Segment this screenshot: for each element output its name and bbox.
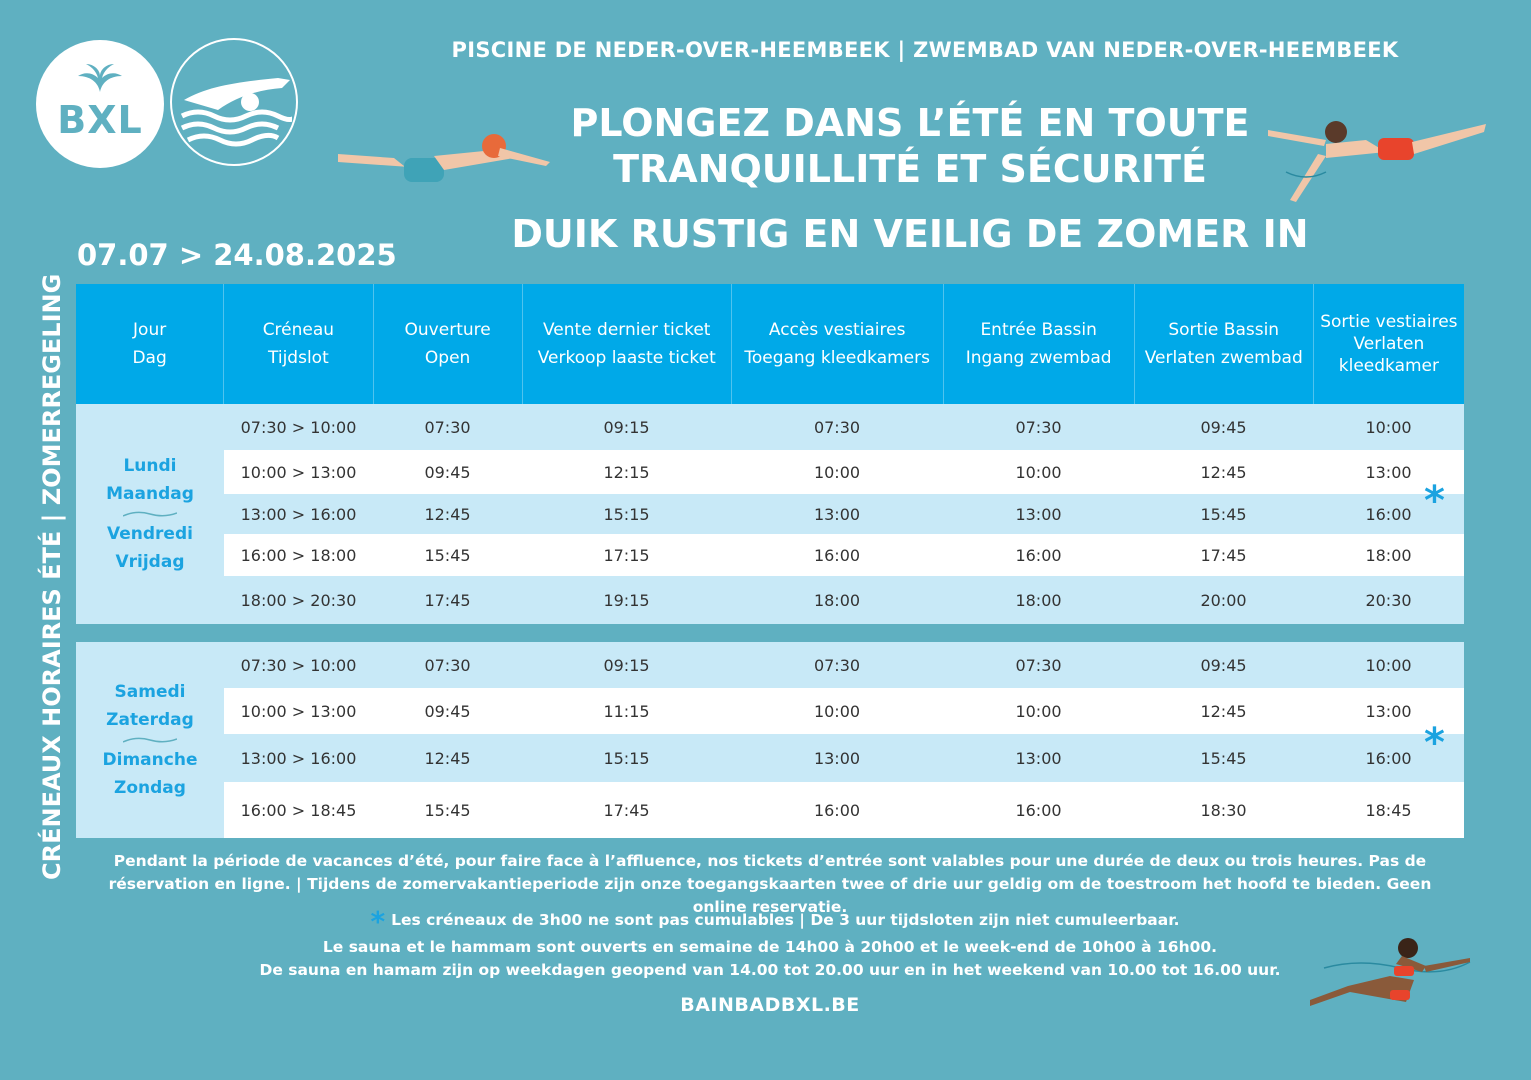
table-cell: 16:00 — [1015, 545, 1062, 565]
table-cell: 07:30 — [424, 655, 471, 675]
table-row — [224, 494, 1464, 534]
table-cell: 13:00 > 16:00 — [240, 748, 357, 768]
table-cell: 13:00 — [1015, 504, 1062, 524]
table-cell: 18:45 — [1365, 800, 1412, 820]
header-last-ticket — [523, 284, 732, 404]
cumulation-note-text: Les créneaux de 3h00 ne sont pas cumulables | De 3 uur tijdsloten zijn niet cumuleerbaar. — [391, 911, 1180, 929]
table-gap — [76, 624, 1464, 642]
day-label: Samedi — [114, 682, 186, 702]
day-label: Zaterdag — [106, 710, 194, 730]
table-cell: 12:45 — [424, 504, 471, 524]
header-pool-exit — [1135, 284, 1314, 404]
table-cell: 09:15 — [603, 655, 650, 675]
header-pool-entry-nl: Ingang zwembad — [965, 348, 1112, 368]
table-cell: 12:45 — [424, 748, 471, 768]
table-row — [224, 534, 1464, 576]
table-cell: 09:45 — [1200, 417, 1247, 437]
table-header — [76, 284, 1464, 404]
table-cell: 16:00 > 18:00 — [240, 545, 357, 565]
headline-nl: DUIK RUSTIG EN VEILIG DE ZOMER IN — [511, 212, 1309, 256]
table-cell: 13:00 > 16:00 — [240, 504, 357, 524]
table-cell: 19:15 — [603, 590, 650, 610]
header-opening — [374, 284, 523, 404]
table-cell: 16:00 — [813, 545, 861, 565]
day-label: Lundi — [123, 456, 177, 476]
sauna-info-nl: De sauna en hamam zijn op weekdagen geopend van 14.00 tot 20.00 uur en in het weekend van 10.00 tot 16.00 uur. — [259, 961, 1281, 979]
table-cell: 17:45 — [1200, 545, 1247, 565]
header-locker-access-nl: Toegang kleedkamers — [744, 348, 930, 368]
bxl-logo-text: BXL — [57, 98, 143, 142]
sauna-info-fr: Le sauna et le hammam sont ouverts en semaine de 14h00 à 20h00 et le week-end de 10h00 à 16h00. — [322, 938, 1218, 956]
table-cell: 15:45 — [424, 545, 471, 565]
table-cell: 18:00 > 20:30 — [240, 590, 357, 610]
weekday-days — [76, 404, 224, 624]
header-opening-nl: Open — [424, 348, 471, 368]
header-pool-entry-fr: Entrée Bassin — [980, 320, 1097, 340]
bxl-logo — [36, 40, 164, 168]
weekend-rows — [224, 642, 1464, 838]
table-cell: 13:00 — [813, 504, 861, 524]
table-cell: 11:15 — [603, 701, 650, 721]
table-row — [224, 782, 1464, 838]
day-label: Dimanche — [102, 750, 198, 770]
table-cell: 16:00 — [1365, 504, 1412, 524]
day-label: Maandag — [106, 484, 194, 504]
table-cell: 13:00 — [1365, 701, 1412, 721]
bird-icon — [76, 62, 124, 94]
table-cell: 13:00 — [1015, 748, 1062, 768]
table-cell: 10:00 — [1015, 701, 1062, 721]
table-cell: 13:00 — [813, 748, 861, 768]
day-label: Zondag — [114, 778, 186, 798]
table-row — [224, 450, 1464, 494]
table-cell: 16:00 — [1015, 800, 1062, 820]
header-day — [76, 284, 224, 404]
header-slot — [224, 284, 373, 404]
weekday-block — [76, 404, 1464, 624]
table-cell: 10:00 — [813, 462, 861, 482]
header-locker-access-fr: Accès vestiaires — [768, 320, 906, 340]
table-row — [224, 576, 1464, 624]
table-cell: 16:00 — [1365, 748, 1412, 768]
asterisk-icon: * — [370, 905, 386, 938]
table-cell: 15:45 — [1200, 748, 1247, 768]
table-cell: 16:00 — [813, 800, 861, 820]
table-cell: 18:00 — [1015, 590, 1062, 610]
table-cell: 13:00 — [1365, 462, 1412, 482]
table-cell: 12:15 — [603, 462, 650, 482]
header-pool-entry — [944, 284, 1135, 404]
wave-divider-icon — [123, 510, 177, 518]
header-opening-fr: Ouverture — [404, 320, 491, 340]
table-cell: 10:00 — [813, 701, 861, 721]
header-locker-exit-nl: Verlaten kleedkamer — [1338, 334, 1439, 376]
weekday-rows — [224, 404, 1464, 624]
weekend-days — [76, 642, 224, 838]
table-cell: 17:15 — [603, 545, 650, 565]
info-paragraph: Pendant la période de vacances d’été, pour faire face à l’affluence, nos tickets d’entrée sont valables pour une durée de deux ou trois heures. Pas de réservation en ligne. | Tijdens de zomervakantieperiode zijn onze toegangskaarten twee of drie uur geldig om de toestroom het hoofd te bieden. Geen online reservatie. — [108, 852, 1432, 916]
table-cell: 17:45 — [424, 590, 471, 610]
header-day-nl: Dag — [132, 348, 167, 368]
header-pool-exit-nl: Verlaten zwembad — [1144, 348, 1303, 368]
table-row — [224, 642, 1464, 688]
header-locker-exit-fr: Sortie vestiaires — [1320, 312, 1458, 332]
table-cell: 18:30 — [1200, 800, 1247, 820]
table-row — [224, 688, 1464, 734]
table-cell: 07:30 — [813, 655, 861, 675]
table-cell: 12:45 — [1200, 462, 1247, 482]
table-cell: 17:45 — [603, 800, 650, 820]
header-locker-exit — [1314, 284, 1464, 404]
table-cell: 18:00 — [813, 590, 861, 610]
table-cell: 20:00 — [1200, 590, 1247, 610]
table-row — [224, 734, 1464, 782]
day-label: Vendredi — [107, 524, 193, 544]
table-cell: 09:45 — [424, 462, 471, 482]
side-title: CRÉNEAUX HORAIRES ÉTÉ | ZOMERREGELING — [38, 273, 66, 880]
website-link[interactable]: BAINBADBXL.BE — [680, 994, 860, 1016]
table-cell: 18:00 — [1365, 545, 1412, 565]
asterisk-marker: * — [1424, 478, 1445, 524]
table-cell: 07:30 — [1015, 417, 1062, 437]
table-cell: 07:30 — [424, 417, 471, 437]
table-cell: 10:00 — [1015, 462, 1062, 482]
weekend-block — [76, 642, 1464, 838]
swimmer-icon — [178, 60, 292, 148]
schedule-table — [76, 284, 1464, 838]
table-cell: 20:30 — [1365, 590, 1412, 610]
table-cell: 07:30 — [1015, 655, 1062, 675]
swimmer-logo — [170, 38, 298, 166]
venue-title: PISCINE DE NEDER-OVER-HEEMBEEK | ZWEMBAD VAN NEDER-OVER-HEEMBEEK — [451, 38, 1399, 62]
table-cell: 09:15 — [603, 417, 650, 437]
table-cell: 10:00 > 13:00 — [240, 462, 357, 482]
header-locker-access — [732, 284, 944, 404]
header-last-ticket-nl: Verkoop laaste ticket — [537, 348, 716, 368]
table-cell: 09:45 — [1200, 655, 1247, 675]
headline-fr-line-2: TRANQUILLITÉ ET SÉCURITÉ — [613, 147, 1207, 191]
asterisk-marker: * — [1424, 720, 1445, 766]
table-row — [224, 404, 1464, 450]
table-cell: 15:45 — [1200, 504, 1247, 524]
headline-fr-line-1: PLONGEZ DANS L’ÉTÉ EN TOUTE — [570, 101, 1250, 145]
table-cell: 16:00 > 18:45 — [240, 800, 357, 820]
table-cell: 10:00 — [1365, 417, 1412, 437]
header-day-fr: Jour — [133, 320, 167, 340]
table-cell: 15:45 — [424, 800, 471, 820]
wave-divider-icon — [123, 736, 177, 744]
header-pool-exit-fr: Sortie Bassin — [1168, 320, 1280, 340]
header-slot-nl: Tijdslot — [268, 348, 329, 368]
table-cell: 15:15 — [603, 504, 650, 524]
table-cell: 07:30 > 10:00 — [240, 417, 357, 437]
table-cell: 07:30 — [813, 417, 861, 437]
table-cell: 10:00 — [1365, 655, 1412, 675]
table-cell: 10:00 > 13:00 — [240, 701, 357, 721]
table-cell: 09:45 — [424, 701, 471, 721]
day-label: Vrijdag — [115, 552, 185, 572]
table-cell: 12:45 — [1200, 701, 1247, 721]
date-range: 07.07 > 24.08.2025 — [77, 238, 397, 272]
headline-fr — [520, 100, 1300, 192]
header-slot-fr: Créneau — [262, 320, 335, 340]
cumulation-note — [300, 905, 1250, 938]
table-cell: 15:15 — [603, 748, 650, 768]
header-last-ticket-fr: Vente dernier ticket — [542, 320, 711, 340]
table-cell: 07:30 > 10:00 — [240, 655, 357, 675]
sauna-info — [200, 936, 1340, 982]
